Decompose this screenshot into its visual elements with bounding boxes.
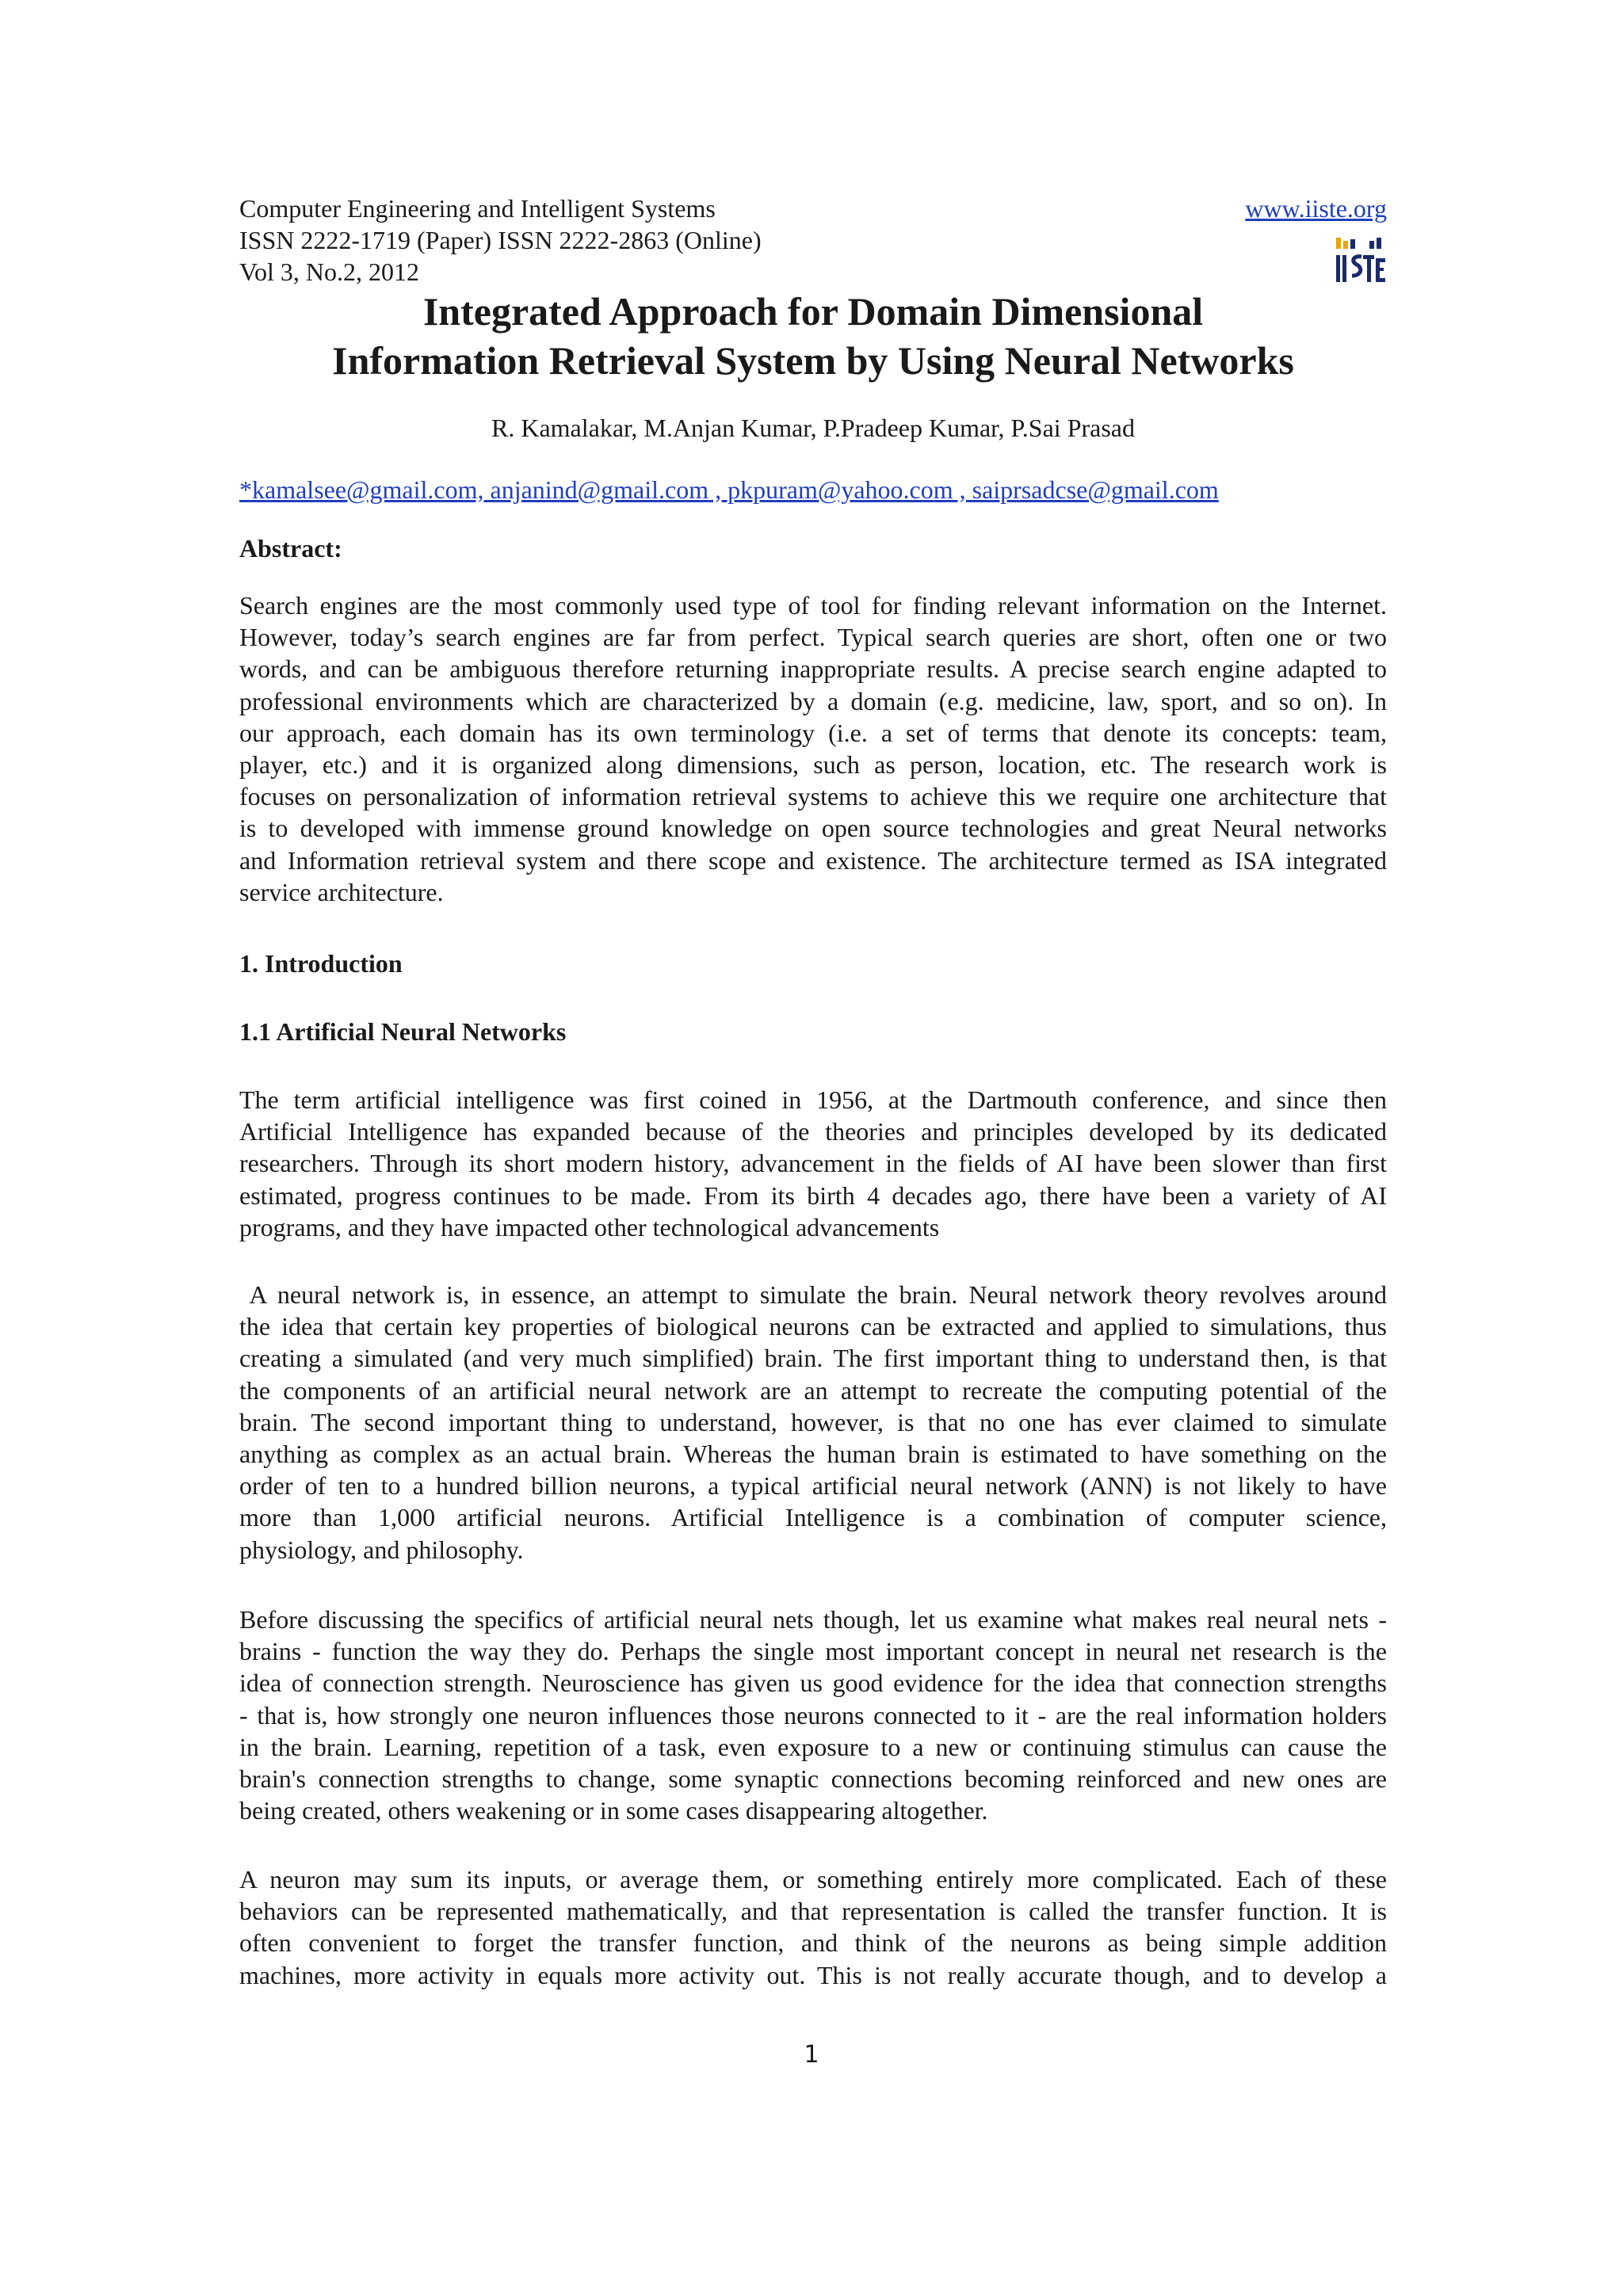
page-number: 1 <box>804 2041 819 2069</box>
paragraph-line: player, etc.) and it is organized along dimensions, such as person, location, etc. The research work is <box>239 750 1387 780</box>
iiste-logo <box>1335 235 1387 287</box>
paragraph-line: The term artificial intelligence was first coined in 1956, at the Dartmouth conference, and since then <box>239 1085 1387 1114</box>
paragraph-line: behaviors can be represented mathematically, and that representation is called the transfer function. It is <box>239 1897 1387 1926</box>
title-line-1: Integrated Approach for Domain Dimensional <box>422 289 1204 334</box>
paragraph-line: programs, and they have impacted other technological advancements <box>239 1212 940 1241</box>
paragraph-line: the components of an artificial neural network are an attempt to recreate the computing potential of the <box>239 1375 1387 1405</box>
paragraph-line: However, today’s search engines are far from perfect. Typical search queries are short, often one or two <box>239 623 1387 652</box>
paragraph-line: Before discussing the specifics of artificial neural nets though, let us examine what makes real neural nets - <box>239 1605 1387 1634</box>
paragraph-line: is to developed with immense ground knowledge on open source technologies and great Neural networks <box>239 814 1387 843</box>
paragraph-line: creating a simulated (and very much simplified) brain. The first important thing to understand then, is that <box>239 1344 1387 1373</box>
journal-volume: Vol 3, No.2, 2012 <box>239 257 419 286</box>
body-paragraph-1 <box>239 1084 1387 1243</box>
paragraph-line: words, and can be ambiguous therefore returning inappropriate results. A precise search engine adapted to <box>239 654 1387 684</box>
paragraph-line: professional environments which are characterized by a domain (e.g. medicine, law, sport, and so on). In <box>239 686 1387 715</box>
paragraph-line: idea of connection strength. Neuroscience has given us good evidence for the idea that connection strengths <box>239 1669 1387 1698</box>
paragraph-line: anything as complex as an actual brain. Whereas the human brain is estimated to have something on the <box>239 1440 1387 1469</box>
paragraph-line: service architecture. <box>239 877 444 906</box>
author-emails-link[interactable]: *kamalsee@gmail.com, anjanind@gmail.com , pkpuram@yahoo.com , saiprsadcse@gmail.com <box>239 475 1219 504</box>
paper-title <box>239 287 1387 385</box>
body-paragraph-2 <box>239 1279 1387 1566</box>
author-list: R. Kamalakar, M.Anjan Kumar, P.Pradeep Kumar, P.Sai Prasad <box>491 414 1135 442</box>
journal-name: Computer Engineering and Intelligent Systems <box>239 194 716 223</box>
paragraph-line: physiology, and philosophy. <box>239 1535 524 1564</box>
journal-issn: ISSN 2222-1719 (Paper) ISSN 2222-2863 (Online) <box>239 226 762 254</box>
abstract-heading: Abstract: <box>239 534 342 563</box>
section-heading-introduction: 1. Introduction <box>239 949 403 978</box>
subsection-heading-ann: 1.1 Artificial Neural Networks <box>239 1017 567 1046</box>
body-paragraph-4 <box>239 1863 1387 1991</box>
paragraph-line: often convenient to forget the transfer function, and think of the neurons as being simple addition <box>239 1928 1387 1958</box>
paragraph-line: and Information retrieval system and there scope and existence. The architecture termed as ISA integrated <box>239 845 1387 875</box>
abstract-paragraph <box>239 589 1387 908</box>
body-paragraph-3 <box>239 1604 1387 1826</box>
paragraph-line: estimated, progress continues to be made. From its birth 4 decades ago, there have been a variety of AI <box>239 1180 1387 1210</box>
paragraph-line: being created, others weakening or in some cases disappearing altogether. <box>239 1796 988 1825</box>
paragraph-line: brain. The second important thing to understand, however, is that no one has ever claimed to simulate <box>239 1407 1387 1436</box>
journal-header <box>239 193 1387 288</box>
paragraph-line: - that is, how strongly one neuron influences those neurons connected to it - are the real information holders <box>239 1700 1387 1730</box>
paragraph-line: our approach, each domain has its own terminology (i.e. a set of terms that denote its concepts: team, <box>239 718 1387 747</box>
paragraph-line: focuses on personalization of information retrieval systems to achieve this we require one architecture that <box>239 782 1387 811</box>
paragraph-line: A neuron may sum its inputs, or average them, or something entirely more complicated. Each of these <box>239 1865 1387 1894</box>
paragraph-line: brains - function the way they do. Perhaps the single most important concept in neural net research is the <box>239 1637 1387 1666</box>
journal-url-link[interactable]: www.iiste.org <box>1245 194 1387 223</box>
paragraph-line: Artificial Intelligence has expanded because of the theories and principles developed by its dedicated <box>239 1117 1387 1146</box>
paragraph-line: A neural network is, in essence, an attempt to simulate the brain. Neural network theory revolves around <box>239 1280 1387 1309</box>
paragraph-line: Search engines are the most commonly used type of tool for finding relevant information on the Internet. <box>239 591 1387 620</box>
paragraph-line: machines, more activity in equals more activity out. This is not really accurate though, and to develop a <box>239 1960 1387 1989</box>
paragraph-line: brain's connection strengths to change, some synaptic connections becoming reinforced and new ones are <box>239 1764 1387 1794</box>
title-line-2: Information Retrieval System by Using Neural Networks <box>332 338 1294 383</box>
paragraph-line: in the brain. Learning, repetition of a task, even exposure to a new or continuing stimulus can cause the <box>239 1732 1387 1761</box>
paragraph-line: more than 1,000 artificial neurons. Artificial Intelligence is a combination of computer science, <box>239 1503 1387 1532</box>
paragraph-line: researchers. Through its short modern history, advancement in the fields of AI have been slower than first <box>239 1149 1387 1178</box>
paragraph-line: the idea that certain key properties of biological neurons can be extracted and applied to simulations, thus <box>239 1312 1387 1341</box>
paragraph-line: order of ten to a hundred billion neurons, a typical artificial neural network (ANN) is not likely to have <box>239 1471 1387 1501</box>
